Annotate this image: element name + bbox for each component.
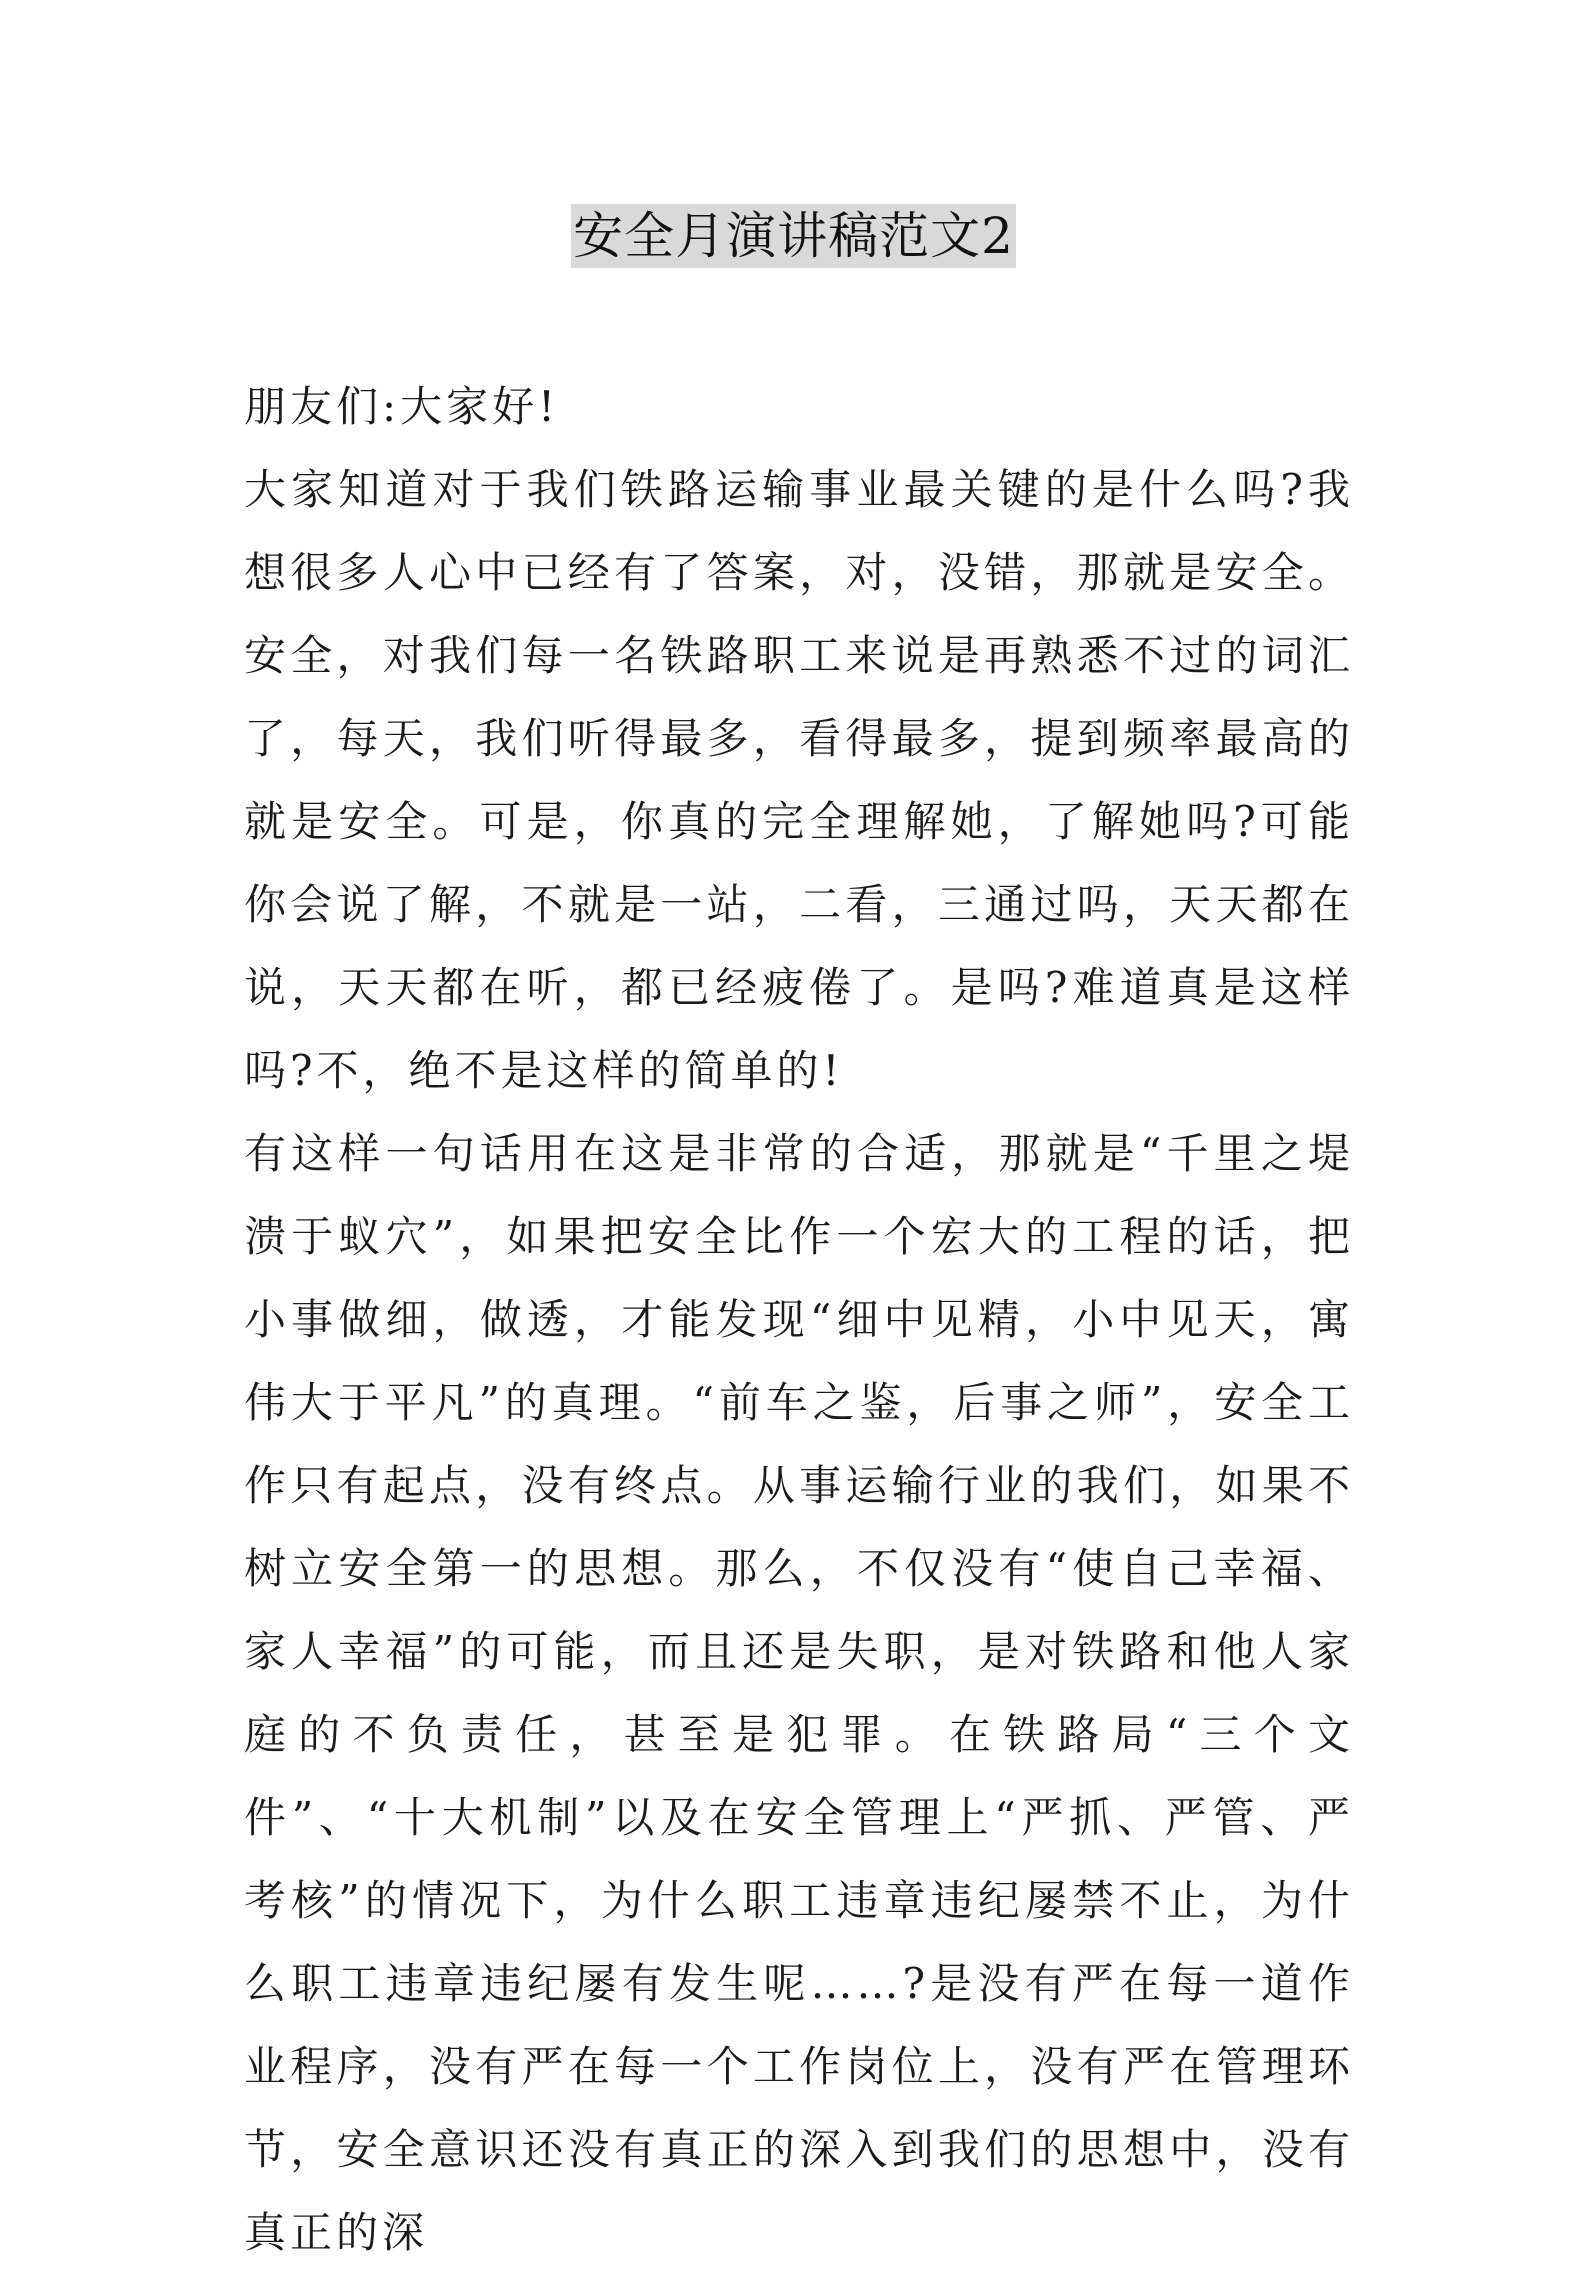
document-title: 安全月演讲稿范文2	[571, 204, 1016, 268]
body-paragraph: 大家知道对于我们铁路运输事业最关键的是什么吗?我想很多人心中已经有了答案，对，没错，那就是安全。安全，对我们每一名铁路职工来说是再熟悉不过的词汇了，每天，我们听得最多，看得最多，提到频率最高的就是安全。可是，你真的完全理解她，了解她吗?可能你会说了解，不就是一站，二看，三通过吗，天天都在说，天天都在听，都已经疲倦了。是吗?难道真是这样吗?不，绝不是这样的简单的!	[244, 465, 1354, 1095]
title-container	[0, 204, 1587, 268]
body-paragraph: 有这样一句话用在这是非常的合适，那就是“千里之堤溃于蚁穴”，如果把安全比作一个宏大的工程的话，把小事做细，做透，才能发现“细中见精，小中见天，寓伟大于平凡”的真理。“前车之鉴，后事之师”，安全工作只有起点，没有终点。从事运输行业的我们，如果不树立安全第一的思想。那么，不仅没有“使自己幸福、家人幸福”的可能，而且还是失职，是对铁路和他人家庭的不负责任，甚至是犯罪。在铁路局“三个文件”、“十大机制”以及在安全管理上“严抓、严管、严考核”的情况下，为什么职工违章违纪屡禁不止，为什么职工违章违纪屡有发生呢……?是没有严在每一道作业程序，没有严在每一个工作岗位上，没有严在管理环节，安全意识还没有真正的深入到我们的思想中，没有真正的深	[244, 1129, 1354, 2257]
document-body	[244, 365, 1354, 2274]
greeting-paragraph: 朋友们:大家好!	[244, 382, 560, 431]
